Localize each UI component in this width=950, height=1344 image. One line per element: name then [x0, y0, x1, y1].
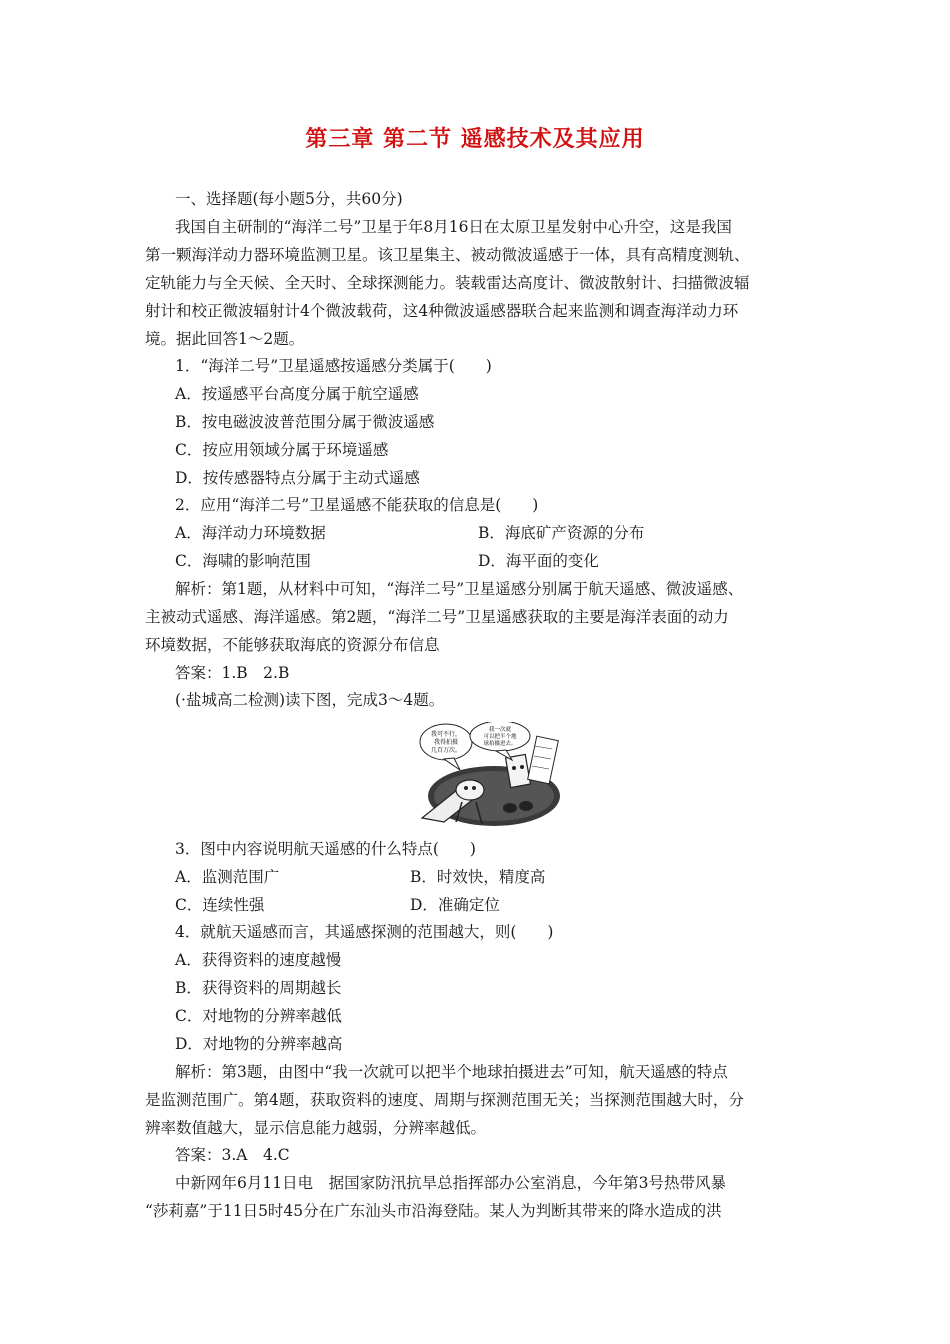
- q4-option-c: C．对地物的分辨率越低: [175, 1007, 342, 1025]
- news-line: 中新网年6月11日电 据国家防汛抗旱总指挥部办公室消息，今年第3号热带风暴: [175, 1174, 726, 1192]
- q4-option-a: A．获得资料的速度越慢: [175, 951, 342, 969]
- q3-option-d: D．准确定位: [410, 896, 500, 914]
- q1-option-c: C．按应用领域分属于环境遥感: [175, 441, 389, 459]
- analysis-line: 是监测范围广。第4题，获取资料的速度、周期与探测范围无关；当探测范围越大时，分: [145, 1091, 744, 1109]
- answer-line: 答案：3.A 4.C: [175, 1146, 290, 1164]
- intro-line: 我国自主研制的“海洋二号”卫星于年8月16日在太原卫星发射中心升空，这是我国: [175, 218, 732, 236]
- question-4-stem: 4．就航天遥感而言，其遥感探测的范围越大，则( ): [175, 923, 554, 941]
- bubble-text: 我可不行，: [430, 731, 462, 738]
- q1-option-b: B．按电磁波波普范围分属于微波遥感: [175, 413, 435, 431]
- analysis-line: 主被动式遥感、海洋遥感。第2题，“海洋二号”卫星遥感获取的主要是海洋表面的动力: [145, 608, 729, 626]
- question-3-stem: 3．图中内容说明航天遥感的什么特点( ): [175, 840, 476, 858]
- intro-line: 射计和校正微波辐射计4个微波载荷，这4种微波遥感器联合起来监测和调查海洋动力环: [145, 302, 739, 320]
- news-line: “莎莉嘉”于11日5时45分在广东汕头市沿海登陆。某人为判断其带来的降水造成的洪: [145, 1202, 722, 1220]
- q2-option-c: C．海啸的影响范围: [175, 552, 311, 570]
- intro-line: 境。据此回答1～2题。: [145, 330, 305, 348]
- satellite-cartoon-image: [414, 722, 564, 830]
- analysis-line: 环境数据，不能够获取海底的资源分布信息: [145, 636, 440, 654]
- section-heading: 一、选择题(每小题5分，共60分): [175, 190, 403, 208]
- bubble-text: 几百万次。: [430, 747, 462, 754]
- bubble-text: 可以把半个地: [483, 734, 517, 740]
- bubble-text: 我得拍摄: [433, 739, 459, 746]
- analysis-line: 辨率数值越大，显示信息能力越弱，分辨率越低。: [145, 1119, 487, 1137]
- analysis-line: 解析：第1题，从材料中可知，“海洋二号”卫星遥感分别属于航天遥感、微波遥感、: [175, 580, 744, 598]
- q2-option-b: B．海底矿产资源的分布: [478, 524, 645, 542]
- q4-option-b: B．获得资料的周期越长: [175, 979, 342, 997]
- q3-option-a: A．监测范围广: [175, 868, 280, 886]
- question-1-stem: 1．“海洋二号”卫星遥感按遥感分类属于( ): [175, 357, 492, 375]
- bubble-text: 球拍摄进去。: [483, 741, 517, 747]
- analysis-line: 解析：第3题，由图中“我一次就可以把半个地球拍摄进去”可知，航天遥感的特点: [175, 1063, 728, 1081]
- bubble-text: 我一次就: [488, 727, 512, 733]
- q1-option-a: A．按遥感平台高度分属于航空遥感: [175, 385, 419, 403]
- source-line: (·盐城高二检测)读下图，完成3～4题。: [175, 691, 445, 709]
- intro-line: 定轨能力与全天候、全天时、全球探测能力。装载雷达高度计、微波散射计、扫描微波辐: [145, 274, 750, 292]
- intro-line: 第一颗海洋动力器环境监测卫星。该卫星集主、被动微波遥感于一体，具有高精度测轨、: [145, 246, 750, 264]
- q3-option-b: B．时效快，精度高: [410, 868, 546, 886]
- q2-option-a: A．海洋动力环境数据: [175, 524, 326, 542]
- q4-option-d: D．对地物的分辨率越高: [175, 1035, 343, 1053]
- page-title: 第三章 第二节 遥感技术及其应用: [305, 127, 645, 152]
- answer-line: 答案：1.B 2.B: [175, 664, 290, 682]
- question-2-stem: 2．应用“海洋二号”卫星遥感不能获取的信息是( ): [175, 496, 539, 514]
- q1-option-d: D．按传感器特点分属于主动式遥感: [175, 469, 420, 487]
- q2-option-d: D．海平面的变化: [478, 552, 599, 570]
- q3-option-c: C．连续性强: [175, 896, 265, 914]
